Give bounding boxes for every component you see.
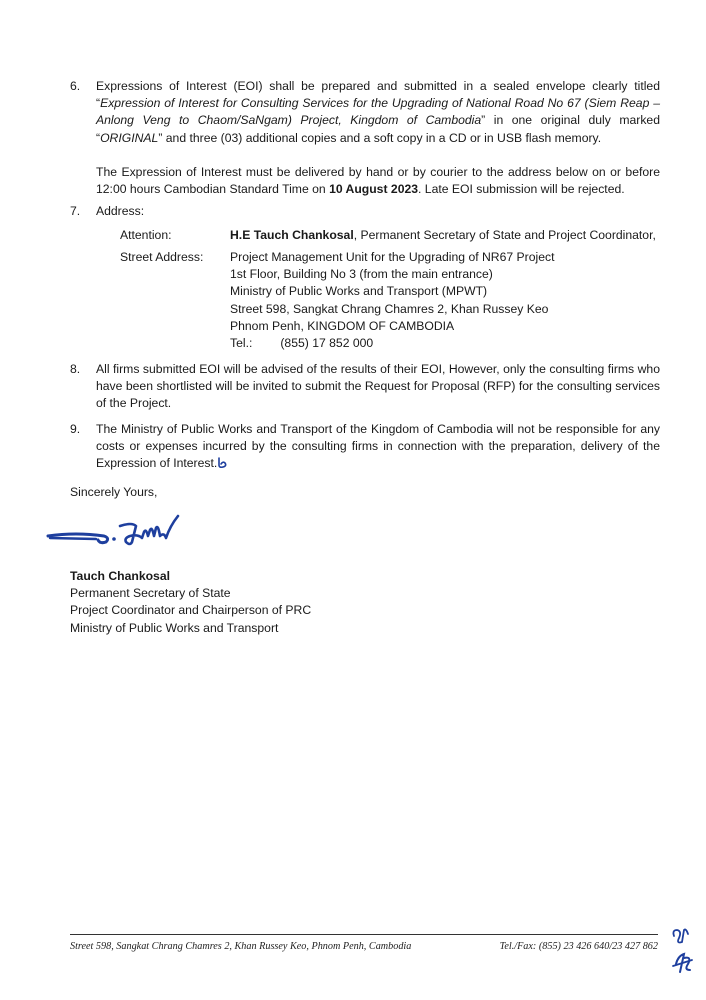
street-address-label: Street Address:: [120, 250, 204, 264]
signatory-title: Project Coordinator and Chairperson of PRC: [70, 603, 312, 618]
address-line: 1st Floor, Building No 3 (from the main entrance): [230, 267, 493, 282]
footer-contact: Tel./Fax: (855) 23 426 640/23 427 862: [499, 941, 658, 952]
tel-label: Tel.:: [230, 336, 253, 351]
clause-body: All firms submitted EOI will be advised of the results of their EOI, However, only the consulting firms who have been shortlisted will be invited to submit the Request for Proposal (RFP) for the consulting services of the Project.: [96, 362, 660, 411]
clause-6-paragraph-1: [96, 78, 660, 147]
street-address-row: [120, 249, 680, 352]
text-run: The Expression of Interest must be delivered by hand or by courier to the address below on or before 12:00 hours Cambodian Standard Time on: [96, 164, 660, 197]
address-line: Street 598, Sangkat Chrang Chamres 2, Khan Russey Keo: [230, 301, 549, 316]
clause-body: The Ministry of Public Works and Transport of the Kingdom of Cambodia will not be responsible for any costs or expenses incurred by the consulting firms in connection with the preparation, delivery of the Expression of Interest.: [96, 422, 660, 471]
signatory-name: Tauch Chankosal: [70, 569, 171, 583]
attention-value: [230, 227, 680, 244]
clause-8: [70, 361, 660, 413]
deadline-date: 10 August 2023: [329, 182, 419, 197]
address-line: Project Management Unit for the Upgrading of NR67 Project: [230, 250, 555, 264]
text-run: . Late EOI submission will be rejected.: [418, 182, 625, 197]
footer-address: Street 598, Sangkat Chrang Chamres 2, Khan Russey Keo, Phnom Penh, Cambodia: [70, 941, 412, 952]
street-address-value: [230, 249, 680, 352]
clause-6: [70, 78, 660, 198]
text-run: ” in one original duly marked “: [96, 113, 660, 145]
handwritten-tick-icon: [216, 456, 230, 470]
signature-icon: [46, 514, 196, 558]
original-mark: ORIGINAL: [100, 130, 159, 145]
clause-6-paragraph-2: [96, 164, 660, 198]
handwritten-initials-icon: [668, 926, 698, 978]
closing-salutation: Sincerely Yours,: [70, 485, 158, 499]
signatory-title: Permanent Secretary of State: [70, 586, 231, 601]
attention-label: Attention:: [120, 228, 172, 242]
clause-number: 8.: [70, 362, 81, 376]
address-line: Phnom Penh, KINGDOM OF CAMBODIA: [230, 318, 455, 333]
attention-name: H.E Tauch Chankosal: [230, 228, 354, 242]
tel-number: (855) 17 852 000: [280, 336, 374, 351]
text-run: Expressions of Interest (EOI) shall be prepared and submitted in a sealed envelope clearly titled “: [96, 79, 660, 111]
attention-title: , Permanent Secretary of State and Project Coordinator,: [353, 228, 656, 242]
clause-number: 6.: [70, 79, 81, 93]
clause-7: [70, 203, 660, 220]
clause-number: 7.: [70, 204, 81, 218]
clause-9: [70, 421, 660, 473]
clause-number: 9.: [70, 422, 81, 436]
clause-body: Address:: [96, 204, 145, 218]
address-line: Ministry of Public Works and Transport (MPWT): [230, 284, 488, 299]
signatory-block: [70, 568, 311, 637]
clause-body: [96, 78, 660, 198]
footer-divider: [70, 934, 658, 935]
telephone-line: [230, 335, 680, 352]
text-run: ” and three (03) additional copies and a soft copy in a CD or in USB flash memory.: [158, 130, 602, 145]
attention-row: [120, 227, 680, 244]
signatory-title: Ministry of Public Works and Transport: [70, 620, 279, 635]
eoi-title: Expression of Interest for Consulting Services for the Upgrading of National Road No 67 (Siem Reap – Anlong Veng to Chaom/SaNgam) Project, Kingdom of Cambodia: [96, 96, 660, 128]
